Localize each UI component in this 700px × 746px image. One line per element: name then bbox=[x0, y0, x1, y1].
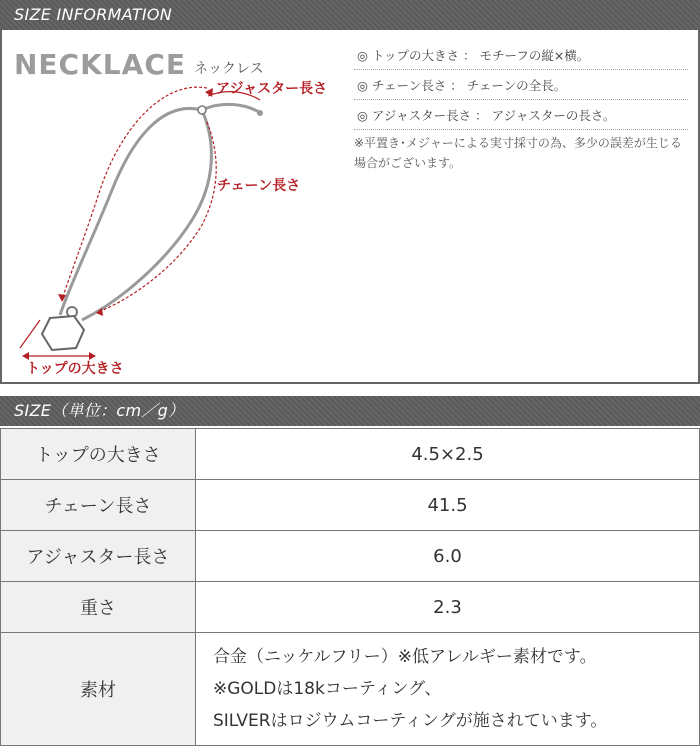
row-value: 2.3 bbox=[196, 582, 700, 633]
material-description bbox=[196, 633, 700, 746]
row-label: 重さ bbox=[1, 582, 196, 633]
row-label: アジャスター長さ bbox=[1, 531, 196, 582]
table-row bbox=[1, 531, 700, 582]
chain-left bbox=[60, 108, 202, 315]
size-information-header: SIZE INFORMATION bbox=[0, 0, 700, 30]
size-unit-header: SIZE（単位：cm／g） bbox=[0, 396, 700, 426]
necklace-diagram-panel bbox=[0, 30, 700, 384]
material-line: 合金（ニッケルフリー）※低アレルギー素材です。 bbox=[213, 647, 597, 667]
row-label: チェーン長さ bbox=[1, 480, 196, 531]
label-adjuster-length: アジャスター長さ bbox=[216, 81, 328, 97]
measurement-note: ※平置き･メジャーによる実寸採寸の為、多少の誤差が生じる場合がございます。 bbox=[354, 136, 682, 170]
necklace-subtitle: ネックレス bbox=[194, 61, 264, 77]
chain-measure-right bbox=[98, 122, 216, 312]
necklace-title: NECKLACE bbox=[14, 48, 186, 81]
top-measure-vertical bbox=[20, 320, 40, 348]
material-line: SILVERはロジウムコーティングが施されています。 bbox=[213, 711, 608, 731]
row-value: 6.0 bbox=[196, 531, 700, 582]
adjuster-end bbox=[257, 110, 263, 116]
label-top-size: トップの大きさ bbox=[26, 361, 124, 377]
label-chain-length: チェーン長さ bbox=[217, 178, 301, 194]
measurement-definitions bbox=[354, 40, 688, 130]
clasp-ring bbox=[198, 106, 206, 114]
row-label: 素材 bbox=[1, 633, 196, 746]
definition-item: ◎ アジャスター長さ ： アジャスターの長さ。 bbox=[354, 100, 688, 130]
table-row bbox=[1, 582, 700, 633]
row-value: 4.5×2.5 bbox=[196, 429, 700, 480]
definition-item: ◎ トップの大きさ ： モチーフの縦×横。 bbox=[354, 40, 688, 70]
table-row-material bbox=[1, 633, 700, 746]
adjuster-chain bbox=[202, 104, 259, 112]
pendant-top bbox=[42, 316, 84, 350]
material-line: ※GOLDは18kコーティング、 bbox=[213, 679, 442, 699]
row-label: トップの大きさ bbox=[1, 429, 196, 480]
row-value: 41.5 bbox=[196, 480, 700, 531]
chain-measure-left bbox=[62, 87, 207, 300]
definition-item: ◎ チェーン長さ ： チェーンの全長。 bbox=[354, 70, 688, 100]
table-row bbox=[1, 480, 700, 531]
table-row bbox=[1, 429, 700, 480]
size-table bbox=[0, 428, 700, 746]
